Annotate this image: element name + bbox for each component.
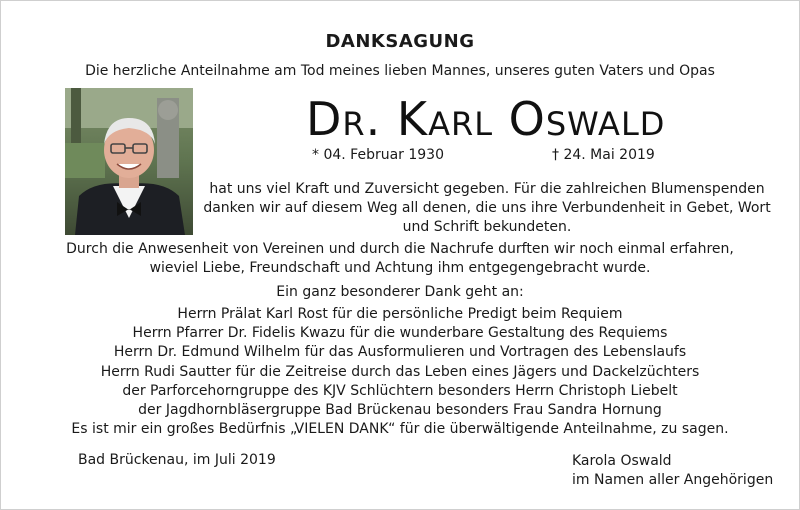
portrait-photo (65, 88, 193, 235)
thanks-item: Herrn Pfarrer Dr. Fidelis Kwazu für die wunderbare Gestaltung des Requiems (132, 325, 668, 342)
signer-note: im Namen aller Angehörigen (572, 472, 774, 488)
signer-name: Karola Oswald (572, 453, 672, 469)
intro-text: Die herzliche Anteilnahme am Tod meines lieben Mannes, unseres guten Vaters und Opas (85, 63, 715, 79)
death-date: † 24. Mai 2019 (552, 147, 655, 163)
paragraph-line: wieviel Liebe, Freundschaft und Achtung ihm entgegengebracht wurde. (149, 260, 651, 276)
signature-block (572, 452, 773, 490)
paragraph-gratitude (200, 180, 774, 237)
thanks-item: Herrn Prälat Karl Rost für die persönliche Predigt beim Requiem (177, 306, 623, 322)
thanks-item: Herrn Dr. Edmund Wilhelm für das Ausformulieren und Vortragen des Lebenslaufs (113, 344, 687, 361)
paragraph-line: danken wir auf diesem Weg all denen, die uns ihre Verbundenheit in Gebet, Wort (203, 200, 771, 216)
paragraph-line: und Schrift bekundeten. (402, 219, 572, 235)
paragraph-attendance (0, 240, 800, 278)
paragraph-line: hat uns viel Kraft und Zuversicht gegeben. Für die zahlreichen Blumenspenden (209, 181, 765, 197)
thanks-list (0, 305, 800, 420)
place-date: Bad Brückenau, im Juli 2019 (78, 452, 276, 468)
paragraph-line: Durch die Anwesenheit von Vereinen und durch die Nachrufe durften wir noch einmal erfahren, (66, 241, 734, 257)
thanks-item: der Jagdhornbläsergruppe Bad Brückenau besonders Frau Sandra Hornung (138, 402, 662, 419)
birth-date: * 04. Februar 1930 (312, 147, 444, 163)
closing-text: Es ist mir ein großes Bedürfnis „VIELEN DANK“ für die überwältigende Anteilnahme, zu sagen. (71, 421, 729, 437)
special-thanks-heading: Ein ganz besonderer Dank geht an: (276, 284, 524, 300)
notice-heading: DANKSAGUNG (325, 31, 475, 52)
thanks-item: der Parforcehorngruppe des KJV Schlüchtern besonders Herrn Christoph Liebelt (122, 382, 678, 399)
thanks-item: Herrn Rudi Sautter für die Zeitreise durch das Leben eines Jägers und Dackelzüchters (100, 363, 700, 380)
deceased-name: Dr. Karl Oswald (306, 92, 666, 146)
